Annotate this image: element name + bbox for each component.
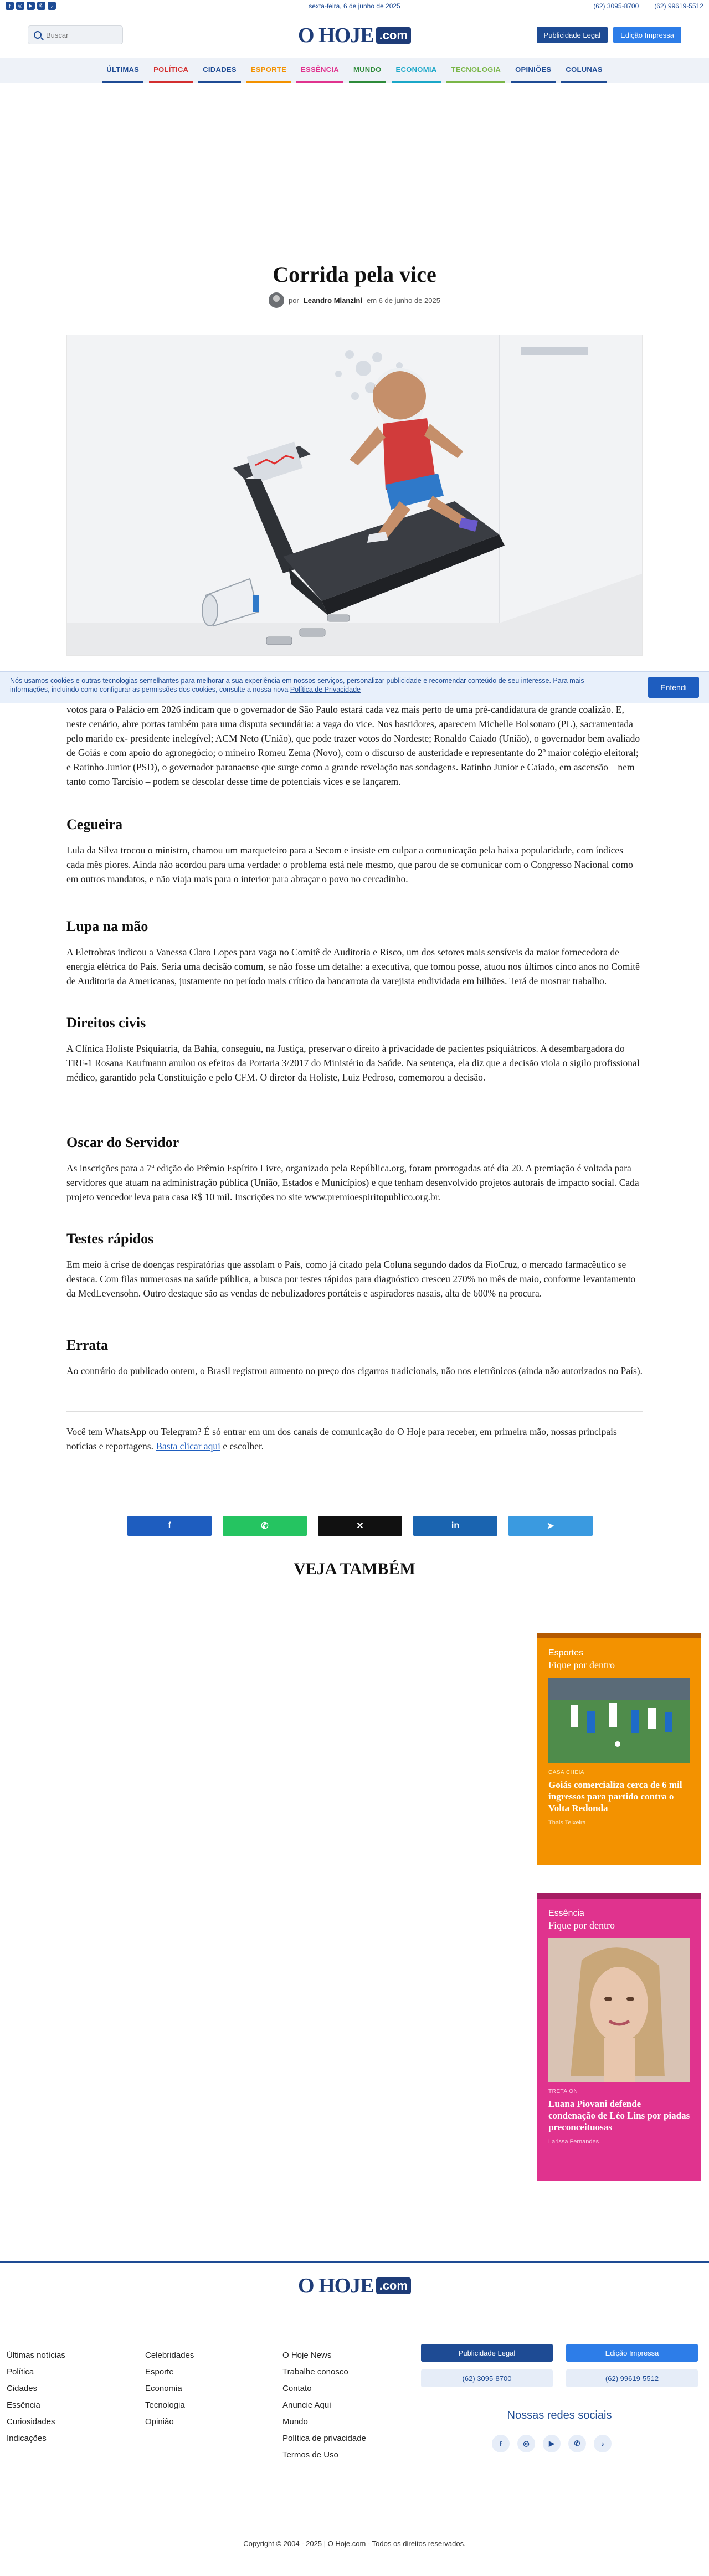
tiktok-icon[interactable]: ♪ bbox=[48, 2, 56, 10]
footer-link[interactable]: Curiosidades bbox=[7, 2417, 55, 2426]
ad-space bbox=[0, 83, 709, 249]
card-image[interactable] bbox=[548, 1678, 690, 1763]
tiktok-icon[interactable]: ♪ bbox=[594, 2435, 612, 2452]
facebook-share-icon[interactable]: f bbox=[127, 1516, 212, 1536]
article-date: em 6 de junho de 2025 bbox=[366, 296, 440, 305]
nav-mundo[interactable]: MUNDO bbox=[349, 58, 386, 83]
section-paragraph: Lula da Silva trocou o ministro, chamou um marqueteiro para a Secom e insiste em culpar a comunicação pela baixa popularidade, com índices cada mês piores. Ainda não acordou para uma verdade: o problema está nele mesmo, que parou de se comunicar com o Congresso Nacional como em outros mandatos, e não viaja mais para o interior para abraçar o povo no cercadinho. bbox=[66, 845, 633, 885]
article-paragraph-intro: votos para o Palácio em 2026 indicam que o governador de São Paulo estará cada vez mais perto de uma pré-candidatura de grande coalizão. E, neste cenário, abre portas também para uma disputa secundária: a vaga do vice. Nos bastidores, aparecem Michelle Bolsonaro (PL), sacramentada pelo marido ex- presidente inelegível; ACM Neto (União), que pode trazer votos do Nordeste; Ronaldo Caiado (União), o governador bem avaliado de Goiás e com apoio do agronegócio; o mineiro Romeu Zema (Novo), com o discurso de austeridade e representante do 2º maior colégio eleitoral; e Ratinho Junior (PSD), o governador paranaense que surge como a grande revelação nas sondagens. Ratinho Junior e Caiado, em ascensão – nem tanto como Tarcísio – podem se descolar desse time de potenciais vices e se lançarem. bbox=[66, 704, 640, 787]
footer-link[interactable]: Celebridades bbox=[145, 2351, 194, 2360]
facebook-icon[interactable]: f bbox=[492, 2435, 510, 2452]
section-heading: Oscar do Servidor bbox=[66, 1134, 179, 1150]
veja-tambem-heading: VEJA TAMBÉM bbox=[294, 1560, 415, 1578]
related-card-essencia[interactable] bbox=[537, 1893, 701, 2181]
telegram-share-icon[interactable]: ➤ bbox=[508, 1516, 593, 1536]
footer-link[interactable]: Essência bbox=[7, 2400, 40, 2410]
site-logo[interactable]: O HOJE .com bbox=[288, 23, 421, 48]
section-heading: Lupa na mão bbox=[66, 918, 148, 934]
search-icon[interactable] bbox=[34, 31, 42, 39]
privacy-policy-link[interactable]: Política de Privacidade bbox=[290, 686, 361, 693]
youtube-icon[interactable]: ▶ bbox=[27, 2, 35, 10]
edicao-impressa-button[interactable]: Edição Impressa bbox=[613, 27, 681, 43]
footer-col-1 bbox=[7, 2347, 65, 2447]
youtube-icon[interactable]: ▶ bbox=[543, 2435, 561, 2452]
footer-phone-whatsapp[interactable]: (62) 99619-5512 bbox=[566, 2369, 698, 2387]
footer-social-icons bbox=[492, 2435, 612, 2452]
card-author: Thais Teixeira bbox=[548, 1819, 586, 1826]
footer-link[interactable]: Economia bbox=[145, 2384, 182, 2393]
footer-logo[interactable]: O HOJE .com bbox=[288, 2274, 421, 2298]
section-heading: Errata bbox=[66, 1337, 109, 1353]
nav-ultimas[interactable]: ÚLTIMAS bbox=[102, 58, 143, 83]
facebook-icon[interactable]: f bbox=[6, 2, 14, 10]
social-heading: Nossas redes sociais bbox=[507, 2409, 612, 2421]
footer-link[interactable]: Contato bbox=[282, 2384, 312, 2393]
article-title: Corrida pela vice bbox=[273, 262, 436, 287]
card-subtitle: Fique por dentro bbox=[548, 1659, 615, 1670]
nav-tecnologia[interactable]: TECNOLOGIA bbox=[446, 58, 505, 83]
x-share-icon[interactable]: ✕ bbox=[318, 1516, 402, 1536]
card-category: Esportes bbox=[548, 1648, 584, 1658]
author-avatar bbox=[269, 292, 284, 308]
related-card-esportes[interactable] bbox=[537, 1633, 701, 1865]
footer-link[interactable]: O Hoje News bbox=[282, 2351, 332, 2360]
cookie-banner bbox=[0, 671, 709, 703]
section-heading: Testes rápidos bbox=[66, 1231, 154, 1247]
whatsapp-cta-link[interactable]: Basta clicar aqui bbox=[156, 1441, 220, 1452]
card-image[interactable] bbox=[548, 1938, 690, 2082]
footer-buttons bbox=[421, 2344, 698, 2395]
whatsapp-cta: Você tem WhatsApp ou Telegram? É só entrar em um dos canais de comunicação do O Hoje para receber, em primeira mão, nossas principais notícias e reportagens. Basta clicar aqui e escolher. bbox=[66, 1426, 617, 1452]
section-paragraph: Ao contrário do publicado ontem, o Brasil registrou aumento no preço dos cigarros tradicionais, não nos eletrônicos (ainda não autorizados no País). bbox=[66, 1365, 643, 1376]
nav-essencia[interactable]: ESSÊNCIA bbox=[296, 58, 343, 83]
footer-edicao-impressa-button[interactable]: Edição Impressa bbox=[566, 2344, 698, 2362]
linkedin-share-icon[interactable]: in bbox=[413, 1516, 497, 1536]
nav-opinioes[interactable]: OPINIÕES bbox=[511, 58, 556, 83]
footer-link[interactable]: Indicações bbox=[7, 2434, 47, 2443]
card-headline[interactable]: Goiás comercializa cerca de 6 mil ingressos para partido contra o Volta Redonda bbox=[548, 1780, 682, 1813]
card-kicker: CASA CHEIA bbox=[548, 1770, 585, 1776]
cookie-accept-button[interactable]: Entendi bbox=[648, 677, 699, 698]
instagram-icon[interactable]: ◎ bbox=[517, 2435, 535, 2452]
footer-top-border bbox=[0, 2261, 709, 2263]
nav-esporte[interactable]: ESPORTE bbox=[246, 58, 291, 83]
section-paragraph: As inscrições para a 7ª edição do Prêmio Espírito Livre, organizado pela República.org, foram prorrogadas até dia 20. A premiação é voltada para servidores que atuam na administração pública (União, Estados e Municípios) e que tenham desenvolvido projetos autorais de impacto social. Cada projeto vencedor leva para casa R$ 10 mil. Inscrições no site www.premioespiritopublico.org.br. bbox=[66, 1163, 639, 1202]
copyright: Copyright © 2004 - 2025 | O Hoje.com - Todos os direitos reservados. bbox=[243, 2539, 466, 2548]
footer-link[interactable]: Política de privacidade bbox=[282, 2434, 366, 2443]
footer-link[interactable]: Mundo bbox=[282, 2417, 308, 2426]
instagram-icon[interactable]: ◎ bbox=[16, 2, 24, 10]
card-author: Larissa Fernandes bbox=[548, 2138, 599, 2145]
footer-link[interactable]: Trabalhe conosco bbox=[282, 2367, 348, 2377]
article-illustration bbox=[66, 335, 643, 656]
whatsapp-icon[interactable]: ✆ bbox=[37, 2, 45, 10]
card-kicker: TRETA ON bbox=[548, 2089, 578, 2095]
nav-politica[interactable]: POLÍTICA bbox=[149, 58, 193, 83]
card-subtitle: Fique por dentro bbox=[548, 1920, 615, 1931]
footer-link[interactable]: Cidades bbox=[7, 2384, 38, 2393]
phone-landline[interactable]: (62) 3095-8700 bbox=[593, 2, 639, 10]
search-input[interactable] bbox=[46, 31, 112, 39]
share-bar bbox=[127, 1516, 593, 1536]
main-nav bbox=[0, 58, 709, 83]
footer-link[interactable]: Últimas notícias bbox=[7, 2351, 65, 2360]
section-heading: Cegueira bbox=[66, 816, 123, 832]
footer-col-3 bbox=[282, 2347, 366, 2464]
footer-link[interactable]: Termos de Uso bbox=[282, 2450, 338, 2460]
cookie-text: Nós usamos cookies e outras tecnologias semelhantes para melhorar a sua experiência em nossos serviços, personalizar publicidade e recomendar conteúdo de seu interesse. Para mais informações, incluindo como configurar as permissões dos cookies, consulte a nossa nova Política de Privacidade bbox=[10, 677, 584, 693]
section-paragraph: A Eletrobras indicou a Vanessa Claro Lopes para vaga no Comitê de Auditoria e Risco, um dos setores mais sensíveis da maior fornecedora de energia elétrica do País. Seria uma decisão comum, se não fosse um detalhe: a executiva, que tomou posse, atuou nos últimos cinco anos no Comitê de Auditoria da Americanas, justamente no período mais crítico da bancarrota da varejista endividada em bilhões. Terá de mostrar trabalho. bbox=[66, 947, 640, 986]
top-bar bbox=[0, 0, 709, 12]
nav-economia[interactable]: ECONOMIA bbox=[392, 58, 441, 83]
footer-link[interactable]: Esporte bbox=[145, 2367, 174, 2377]
card-headline[interactable]: Luana Piovani defende condenação de Léo Lins por piadas preconceituosas bbox=[548, 2099, 690, 2132]
nav-cidades[interactable]: CIDADES bbox=[198, 58, 241, 83]
phone-whatsapp[interactable]: (62) 99619-5512 bbox=[654, 2, 703, 10]
footer-link[interactable]: Política bbox=[7, 2367, 34, 2377]
footer-link[interactable]: Anuncie Aqui bbox=[282, 2400, 331, 2410]
search-box[interactable] bbox=[28, 25, 123, 44]
section-paragraph: Em meio à crise de doenças respiratórias que assolam o País, como já citado pela Coluna segundo dados da FioCruz, o mercado farmacêutico se destaca. Com filas numerosas na saúde pública, a busca por testes rápidos para diagnóstico cresceu 270% no mês de maio, conforme levantamento da MedLevensohn. Outro destaque são as vendas de nebulizadores portáteis e aspiradores nasais, alta de 600% na procura. bbox=[66, 1259, 636, 1299]
author-name[interactable]: Leandro Mianzini bbox=[303, 296, 362, 305]
section-paragraph: A Clínica Holiste Psiquiatria, da Bahia, conseguiu, na Justiça, preservar o direito à privacidade de pacientes psiquiátricos. A desembargadora do TRF-1 Rosana Kaufmann anulou os efeitos da Portaria 3/2017 do Ministério da Saúde. Na sentença, ela diz que a decisão viola o sigilo profissional médico, garantido pela Constituição e pelo CFM. O diretor da Holiste, Luiz Pedroso, comemorou a decisão. bbox=[66, 1043, 640, 1083]
footer-col-2 bbox=[145, 2347, 194, 2430]
section-heading: Direitos civis bbox=[66, 1015, 146, 1031]
footer-phone-landline[interactable]: (62) 3095-8700 bbox=[421, 2369, 553, 2387]
site-header bbox=[0, 12, 709, 58]
current-date: sexta-feira, 6 de junho de 2025 bbox=[309, 2, 400, 10]
footer-publicidade-legal-button[interactable]: Publicidade Legal bbox=[421, 2344, 553, 2362]
card-category: Essência bbox=[548, 1909, 584, 1918]
whatsapp-icon[interactable]: ✆ bbox=[568, 2435, 586, 2452]
footer-link[interactable]: Opinião bbox=[145, 2417, 174, 2426]
divider bbox=[66, 1411, 643, 1412]
nav-colunas[interactable]: COLUNAS bbox=[561, 58, 607, 83]
byline-prefix: por bbox=[289, 296, 299, 305]
whatsapp-share-icon[interactable]: ✆ bbox=[223, 1516, 307, 1536]
publicidade-legal-button[interactable]: Publicidade Legal bbox=[537, 27, 608, 43]
article-byline bbox=[0, 292, 709, 308]
footer-link[interactable]: Tecnologia bbox=[145, 2400, 185, 2410]
